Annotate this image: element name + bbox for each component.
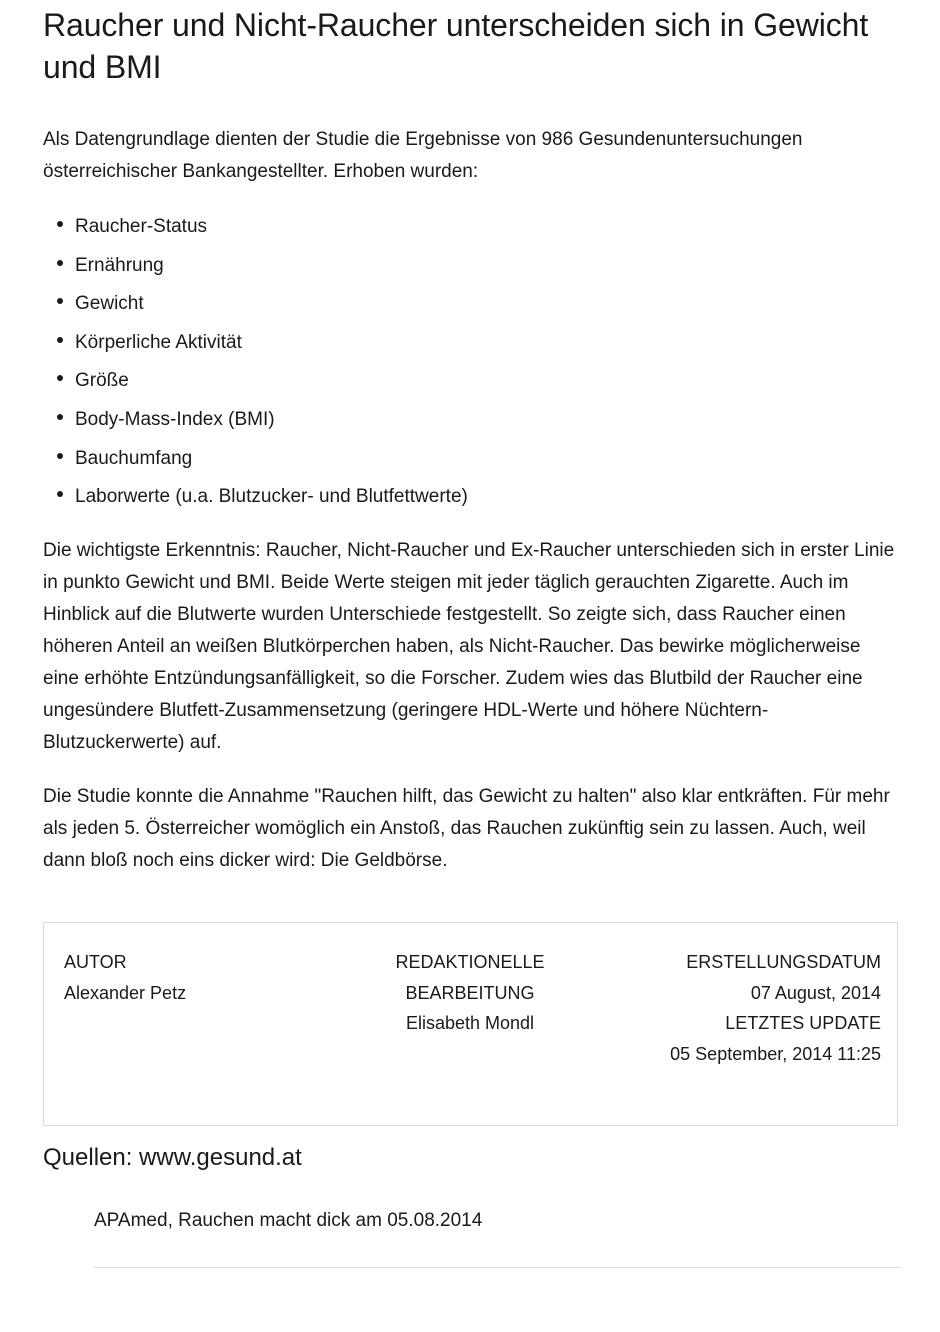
list-item: Laborwerte (u.a. Blutzucker- und Blutfettwerte) (43, 478, 900, 517)
list-item: Ernährung (43, 247, 900, 286)
list-item: Körperliche Aktivität (43, 324, 900, 363)
list-item: Body-Mass-Index (BMI) (43, 401, 900, 440)
article-title: Raucher und Nicht-Raucher unterscheiden sich in Gewicht und BMI (43, 7, 869, 85)
updated-date: 05 September, 2014 11:25 (670, 1043, 881, 1064)
list-item: Raucher-Status (43, 208, 900, 247)
author-block (64, 947, 186, 1008)
editor-label-line1: REDAKTIONELLE (395, 952, 545, 972)
list-item: Größe (43, 362, 900, 401)
article-meta-box (43, 922, 898, 1126)
created-date: 07 August, 2014 (750, 982, 881, 1003)
author-name: Alexander Petz (64, 982, 187, 1003)
created-label: ERSTELLUNGSDATUM (686, 952, 881, 972)
divider (94, 1267, 900, 1268)
list-item: Bauchumfang (43, 440, 900, 479)
list-item: Gewicht (43, 285, 900, 324)
dates-block (670, 947, 881, 1069)
finding-paragraph: Die wichtigste Erkenntnis: Raucher, Nicht-Raucher und Ex-Raucher unterschieden sich in erster Linie in punkto Gewicht und BMI. Beide Werte steigen mit jeder täglich gerauchten Zigarette. Auch im Hinblick auf die Blutwerte wurden Unterschiede festgestellt. So zeigte sich, dass Raucher einen höheren Anteil an weißen Blutkörperchen haben, als Nicht-Raucher. Das bewirke möglicherweise eine erhöhte Entzündungsanfälligkeit, so die Forscher. Zudem wies das Blutbild der Raucher eine ungesündere Blutfett-Zusammensetzung (geringere HDL-Werte und höhere Nüchtern-Blutzuckerwerte) auf. (43, 539, 895, 753)
conclusion-paragraph: Die Studie konnte die Annahme "Rauchen hilft, das Gewicht zu halten" also klar entkräften. Für mehr als jeden 5. Österreicher womöglich ein Anstoß, das Rauchen zukünftig sein zu lassen. Auch, weil dann bloß noch eins dicker wird: Die Geldbörse. (43, 785, 890, 871)
editor-label-line2: BEARBEITUNG (405, 982, 535, 1003)
editor-name: Elisabeth Mondl (405, 1013, 535, 1033)
author-label: AUTOR (64, 952, 127, 972)
source-entry: APAmed, Rauchen macht dick am 05.08.2014 (94, 1210, 483, 1231)
updated-label: LETZTES UPDATE (725, 1013, 881, 1033)
editor-block (364, 947, 576, 1039)
sources-title: Quellen: www.gesund.at (43, 1144, 302, 1171)
intro-paragraph: Als Datengrundlage dienten der Studie die Ergebnisse von 986 Gesundenuntersuchungen österreichischer Bankangestellter. Erhoben wurden: (43, 129, 803, 182)
article (43, 0, 900, 1231)
measured-items-list (43, 208, 900, 517)
